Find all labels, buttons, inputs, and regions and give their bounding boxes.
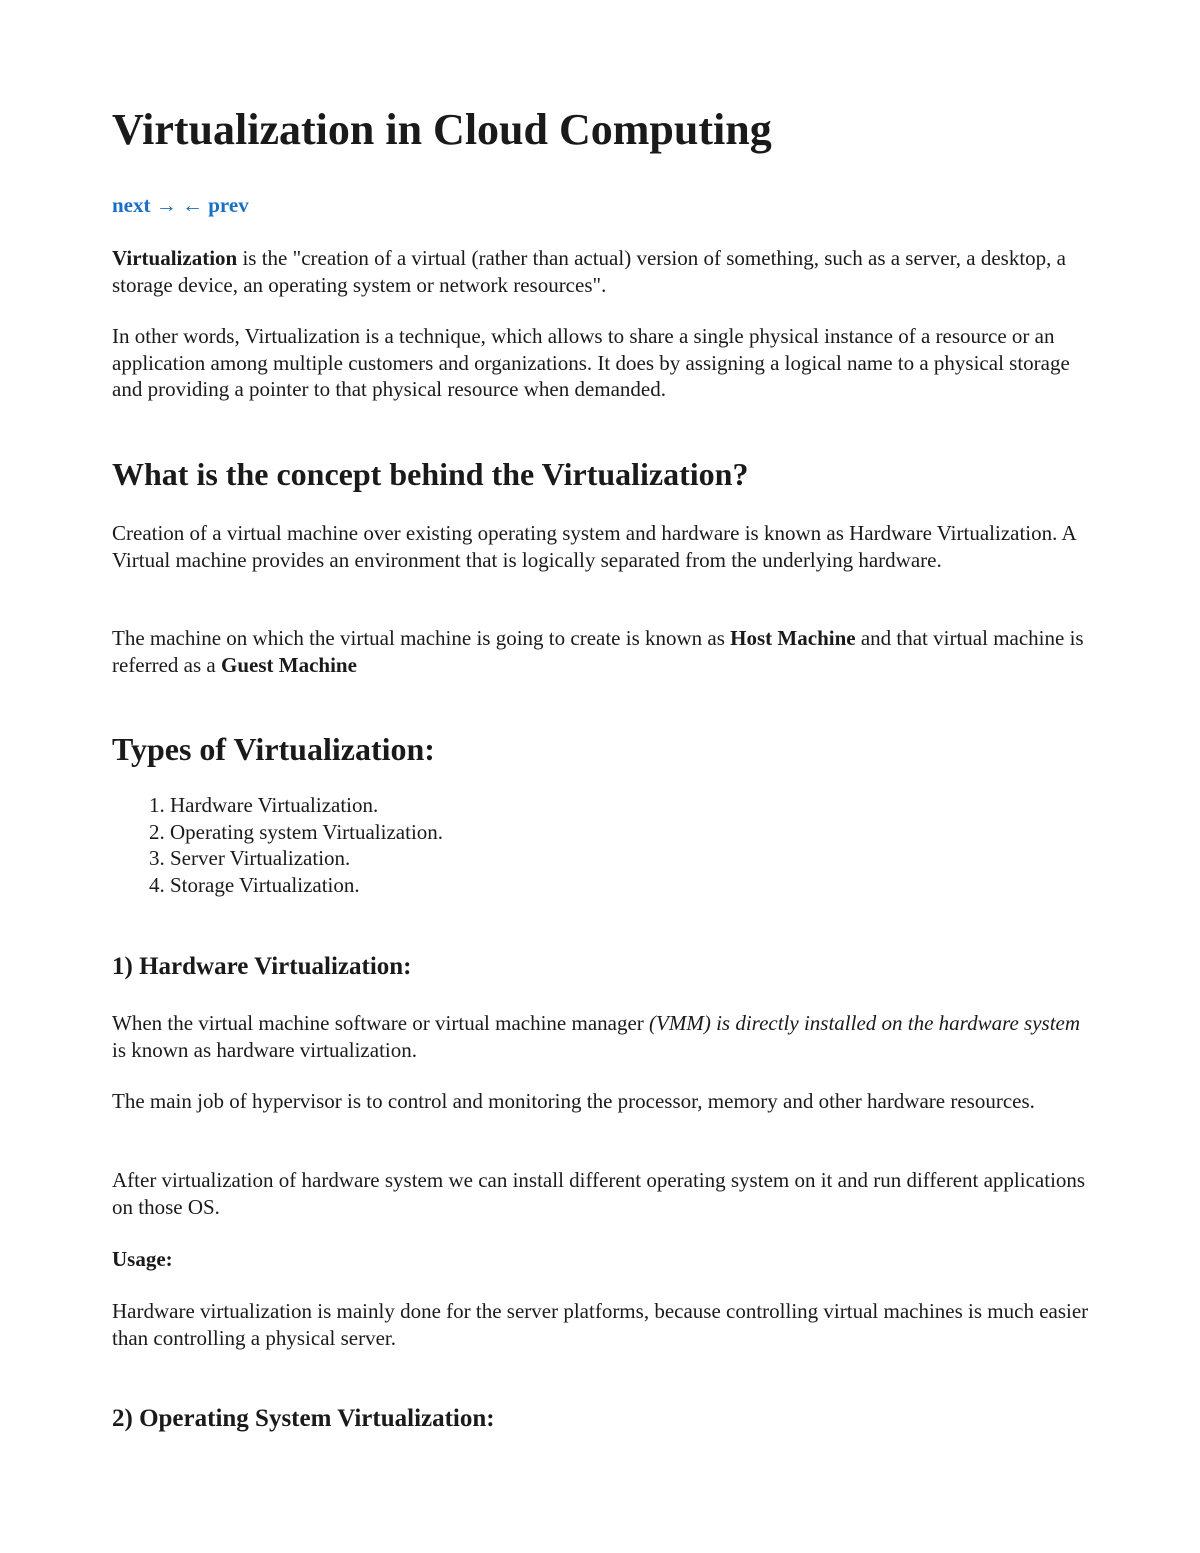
hardware-paragraph-2: The main job of hypervisor is to control and monitoring the processor, memory and other hardware resources. bbox=[112, 1089, 1035, 1113]
concept-text-a: The machine on which the virtual machine is going to create is known as bbox=[112, 626, 731, 650]
pagination-nav bbox=[112, 192, 249, 218]
hardware-paragraph-3: After virtualization of hardware system we can install different operating system on it and run different applications on those OS. bbox=[112, 1168, 1086, 1219]
list-item: 4. Storage Virtualization. bbox=[170, 872, 443, 899]
intro-term: Virtualization bbox=[112, 246, 238, 270]
hardware-paragraph-1 bbox=[112, 1010, 1092, 1063]
prev-link[interactable]: ← prev bbox=[182, 193, 249, 217]
list-item: 2. Operating system Virtualization. bbox=[170, 819, 443, 846]
next-link[interactable]: next → bbox=[112, 193, 177, 217]
hardware-heading: 1) Hardware Virtualization: bbox=[112, 953, 412, 980]
guest-machine-term: Guest Machine bbox=[221, 652, 357, 677]
page-title: Virtualization in Cloud Computing bbox=[112, 105, 772, 154]
concept-paragraph-2 bbox=[112, 625, 1092, 678]
concept-heading: What is the concept behind the Virtualization? bbox=[112, 456, 749, 492]
intro-paragraph-2: In other words, Virtualization is a technique, which allows to share a single physical instance of a resource or an application among multiple customers and organizations. It does by assigning a logical name to a physical storage and providing a pointer to that physical resource when demanded. bbox=[112, 324, 1070, 401]
intro-paragraph-1 bbox=[112, 245, 1092, 298]
list-item: 1. Hardware Virtualization. bbox=[170, 792, 443, 819]
list-item: 3. Server Virtualization. bbox=[170, 845, 443, 872]
types-list bbox=[112, 792, 443, 898]
usage-paragraph: Hardware virtualization is mainly done for the server platforms, because controlling virtual machines is much easier than controlling a physical server. bbox=[112, 1299, 1089, 1350]
concept-paragraph-1: Creation of a virtual machine over existing operating system and hardware is known as Hardware Virtualization. A Virtual machine provides an environment that is logically separated from the underlying hardware. bbox=[112, 521, 1076, 572]
hardware-text-b: is known as hardware virtualization. bbox=[112, 1037, 417, 1062]
intro-definition: is the "creation of a virtual (rather than actual) version of something, such as a server, a desktop, a storage device, an operating system or network resources". bbox=[112, 246, 1066, 297]
usage-label: Usage: bbox=[112, 1247, 173, 1271]
os-heading: 2) Operating System Virtualization: bbox=[112, 1405, 495, 1432]
hardware-text-a: When the virtual machine software or virtual machine manager bbox=[112, 1011, 650, 1035]
types-heading: Types of Virtualization: bbox=[112, 731, 435, 767]
hardware-italic-text: (VMM) is directly installed on the hardware system bbox=[649, 1011, 1081, 1035]
host-machine-term: Host Machine bbox=[730, 626, 856, 650]
concept-text-b: and that virtual machine is referred as a bbox=[112, 626, 1084, 677]
